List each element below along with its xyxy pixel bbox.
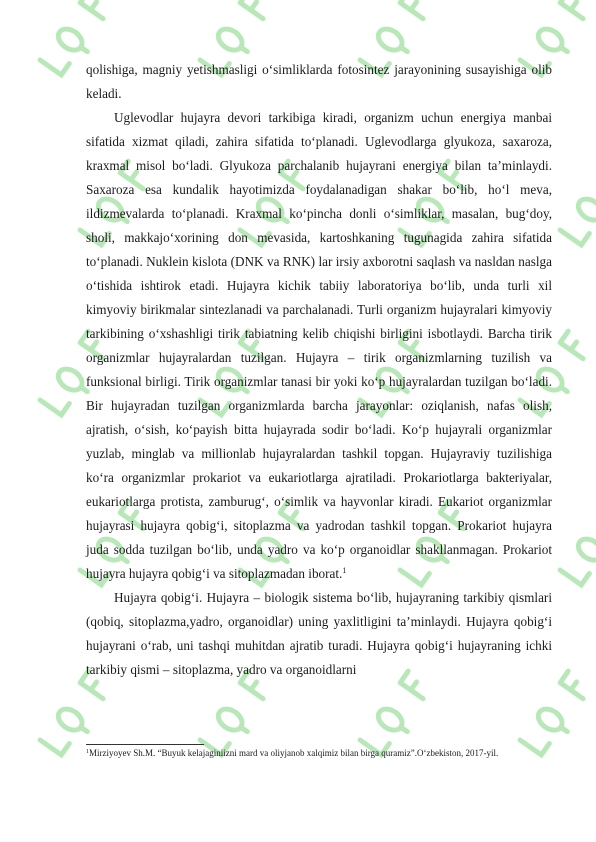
watermark-mark bbox=[560, 161, 596, 249]
footnote-reference[interactable]: 1 bbox=[342, 566, 347, 575]
paragraph-1-text: qolishiga, magniy yetishmasligi o‘simliklarda fotosintez jarayonining susayishiga olib keladi. bbox=[86, 62, 552, 101]
document-page bbox=[86, 58, 552, 682]
paragraph-3-text: Hujayra qobig‘i. Hujayra – biologik sistema bo‘lib, hujayraning tarkibiy qismlari (qobiq, sitoplazma,yadro, organoidlar) uning yaxlitligini ta’minlaydi. Hujayra qobig‘i hujayrani o‘rab, uni tashqi muhitdan ajratib turadi. Hujayra qobig‘i hujayraning ichki tarkibiy qismi – sitoplazma, yadro va organoidlarni bbox=[86, 590, 552, 677]
watermark-mark bbox=[560, 501, 596, 589]
footnote-text: Mirziyoyev Sh.M. “Buyuk kelajaginiizni mard va oliyjanob xalqimiz bilan birga quramiz”.O‘zbekiston, 2017-yil. bbox=[89, 748, 499, 758]
paragraph-3 bbox=[86, 586, 552, 682]
footnote bbox=[86, 747, 552, 759]
paragraph-1 bbox=[86, 58, 552, 106]
paragraph-2-text: Uglevodlar hujayra devori tarkibiga kiradi, organizm uchun energiya manbai sifatida xizmat qiladi, zahira sifatida to‘planadi. Uglevodlarga glyukoza, saxaroza, kraxmal misol bo‘ladi. Glyukoza parchalanib hujayrani energiya bilan ta’minlaydi. Saxaroza esa kundalik hayotimizda foydalanadigan shakar bo‘lib, ho‘l meva, ildizmevalarda to‘planadi. Kraxmal ko‘pincha donli o‘simliklar, masalan, bug‘doy, sholi, makkajo‘xorining don mevasida, kartoshkaning tugunagida zahira sifatida to‘planadi. Nuklein kislota (DNK va RNK) lar irsiy axborotni saqlash va nasldan naslga o‘tishida ishtirok etadi. Hujayra kichik tabiiy laboratoriya bo‘lib, unda turli xil kimyoviy birikmalar sintezlanadi va parchalanadi. Turli organizm hujayralari kimyoviy tarkibining o‘xshashligi tirik tabiatning kelib chiqishi birligini isbotlaydi. Barcha tirik organizmlar hujayralardan tuzilgan. Hujayra – tirik organizmlarning tuzilish va funksional birligi. Tirik organizmlar tanasi bir yoki ko‘p hujayralardan tuzilgan bo‘ladi. Bir hujayradan tuzilgan organizmlarda barcha jarayonlar: oziqlanish, nafas olish, ajratish, o‘sish, ko‘payish bitta hujayrada sodir bo‘ladi. Ko‘p hujayrali organizmlar yuzlab, minglab va millionlab hujayralardan tashkil topgan. Hujayraviy tuzilishiga ko‘ra organizmlar prokariot va eukariotlarga ajratiladi. Prokariotlarga bakteriyalar, eukariotlarga protista, zamburug‘, o‘simlik va hayvonlar kiradi. Eukariot organizmlar hujayrasi hujayra qobig‘i, sitoplazma va yadrodan tashkil topgan. Prokariot hujayra juda sodda tuzilgan bo‘lib, unda yadro va ko‘p organoidlar shakllanmagan. Prokariot hujayra hujayra qobig‘i va sitoplazmadan iborat. bbox=[86, 110, 552, 581]
paragraph-2 bbox=[86, 106, 552, 586]
footnote-divider bbox=[86, 744, 204, 745]
footnote-marker: 1 bbox=[86, 749, 89, 755]
